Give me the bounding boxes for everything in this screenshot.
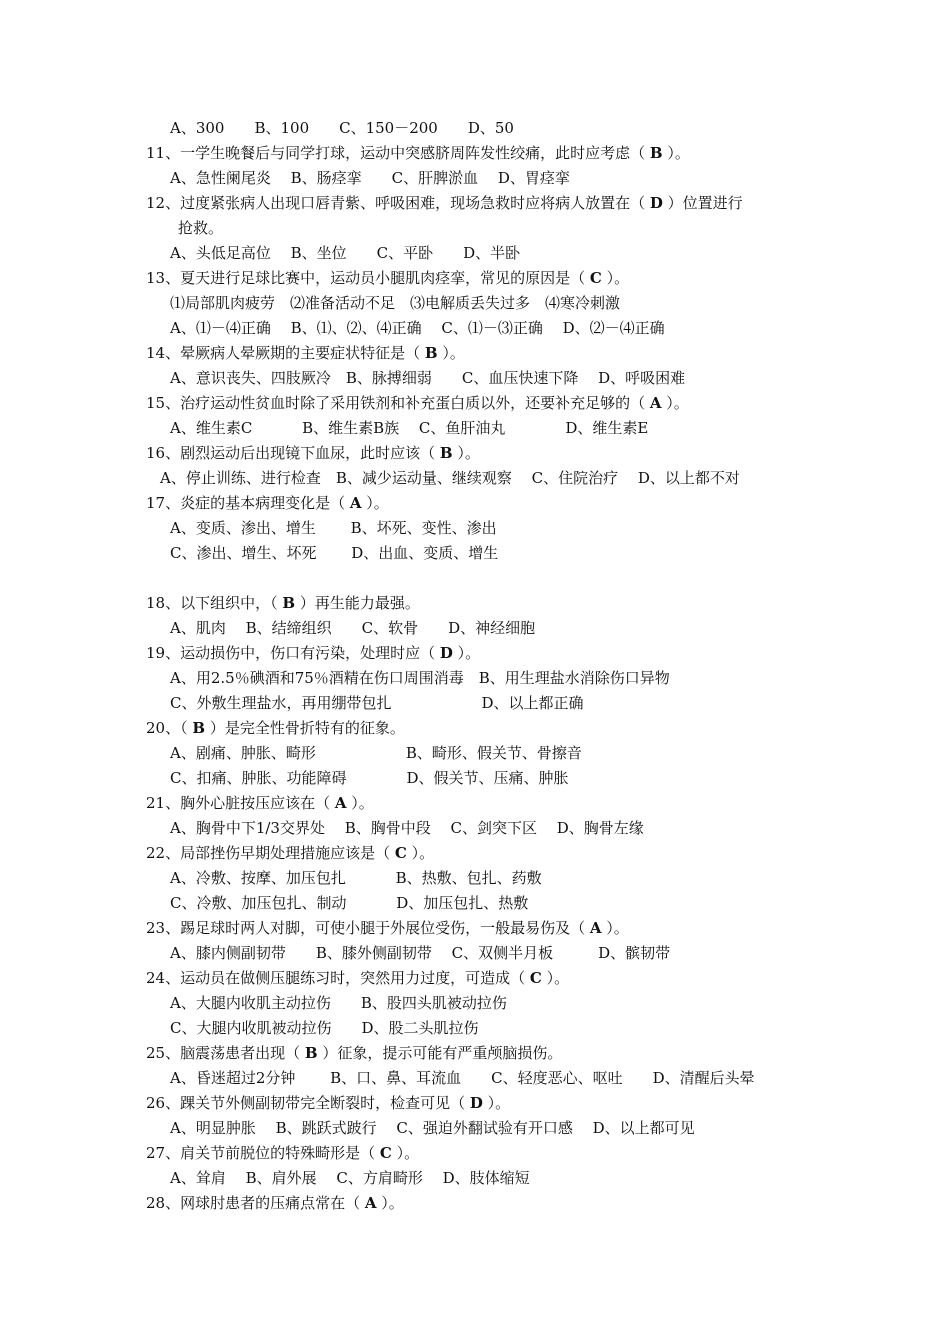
options-line: A、⑴－⑷正确 B、⑴、⑵、⑷正确 C、⑴－⑶正确 D、⑵－⑷正确 <box>170 319 665 337</box>
options-line: A、用2.5％碘酒和75％酒精在伤口周围消毒 B、用生理盐水消除伤口异物 <box>170 669 670 687</box>
question-line: 24、运动员在做侧压腿练习时，突然用力过度，可造成（ C ）。 <box>146 969 570 987</box>
question-line: 25、脑震荡患者出现（ B ）征象，提示可能有严重颅脑损伤。 <box>146 1044 563 1062</box>
question-line: 11、一学生晚餐后与同学打球，运动中突感脐周阵发性绞痛，此时应考虑（ B ）。 <box>146 144 690 162</box>
options-line: C、扣痛、肿胀、功能障碍 D、假关节、压痛、肿胀 <box>170 769 569 787</box>
answer-mark: B <box>282 594 296 612</box>
options-line: A、意识丧失、四肢厥冷 B、脉搏细弱 C、血压快速下降 D、呼吸困难 <box>170 369 686 387</box>
options-line: C、大腿内收肌被动拉伤 D、股二头肌拉伤 <box>170 1019 479 1037</box>
options-line: A、大腿内收肌主动拉伤 B、股四头肌被动拉伤 <box>170 994 507 1012</box>
options-line: A、膝内侧副韧带 B、膝外侧副韧带 C、双侧半月板 D、髌韧带 <box>170 944 671 962</box>
options-line: ⑴局部肌肉疲劳 ⑵准备活动不足 ⑶电解质丢失过多 ⑷寒冷刺激 <box>170 294 621 312</box>
answer-mark: A <box>589 919 602 937</box>
answer-mark: B <box>649 144 663 162</box>
answer-mark: B <box>424 344 438 362</box>
answer-mark: C <box>379 1144 392 1162</box>
answer-mark: B <box>304 1044 318 1062</box>
options-line: A、冷敷、按摩、加压包扎 B、热敷、包扎、药敷 <box>170 869 542 887</box>
options-line: A、维生素C B、维生素B族 C、鱼肝油丸 D、维生素E <box>170 419 649 437</box>
options-line: C、外敷生理盐水，再用绷带包扎 D、以上都正确 <box>170 694 584 712</box>
options-line: A、肌肉 B、结缔组织 C、软骨 D、神经细胞 <box>170 619 536 637</box>
options-line: A、剧痛、肿胀、畸形 B、畸形、假关节、骨擦音 <box>170 744 582 762</box>
answer-mark: A <box>649 394 662 412</box>
question-line: 16、剧烈运动后出现镜下血尿，此时应该（ B ）。 <box>146 444 480 462</box>
question-line: 27、肩关节前脱位的特殊畸形是（ C ）。 <box>146 1144 420 1162</box>
answer-mark: D <box>649 194 663 212</box>
options-line: A、明显肿胀 B、跳跃式跛行 C、强迫外翻试验有开口感 D、以上都可见 <box>170 1119 695 1137</box>
question-line: 17、炎症的基本病理变化是（ A ）。 <box>146 494 389 512</box>
options-line: C、渗出、增生、坏死 D、出血、变质、增生 <box>170 544 499 562</box>
answer-mark: B <box>192 719 206 737</box>
options-line: A、头低足高位 B、坐位 C、平卧 D、半卧 <box>170 244 521 262</box>
options-line: A、耸肩 B、肩外展 C、方肩畸形 D、肢体缩短 <box>170 1169 530 1187</box>
question-line: 22、局部挫伤早期处理措施应该是（ C ）。 <box>146 844 435 862</box>
question-line: 23、踢足球时两人对脚，可使小腿于外展位受伤，一般最易伤及（ A ）。 <box>146 919 629 937</box>
answer-mark: D <box>439 644 453 662</box>
answer-mark: C <box>529 969 542 987</box>
answer-mark: B <box>439 444 453 462</box>
question-line: 15、治疗运动性贫血时除了采用铁剂和补充蛋白质以外，还要补充足够的（ A ）。 <box>146 394 689 412</box>
options-line: A、急性阑尾炎 B、肠痉挛 C、肝脾淤血 D、胃痉挛 <box>170 169 570 187</box>
answer-mark: C <box>589 269 602 287</box>
question-line: 21、胸外心脏按压应该在（ A ）。 <box>146 794 374 812</box>
options-line: A、胸骨中下1/3交界处 B、胸骨中段 C、剑突下区 D、胸骨左缘 <box>170 819 644 837</box>
question-continuation: 抢救。 <box>178 219 224 237</box>
options-line: A、变质、渗出、增生 B、坏死、变性、渗出 <box>170 519 497 537</box>
question-line: 20、（ B ）是完全性骨折特有的征象。 <box>146 719 405 737</box>
answer-mark: C <box>394 844 407 862</box>
options-line: A、300 B、100 C、150－200 D、50 <box>170 119 514 137</box>
options-line: A、昏迷超过2分钟 B、口、鼻、耳流血 C、轻度恶心、呕吐 D、清醒后头晕 <box>170 1069 755 1087</box>
question-line: 12、过度紧张病人出现口唇青紫、呼吸困难，现场急救时应将病人放置在（ D ）位置进行 <box>146 194 743 212</box>
question-line: 26、踝关节外侧副韧带完全断裂时，检查可见（ D ）。 <box>146 1094 511 1112</box>
question-line: 14、晕厥病人晕厥期的主要症状特征是（ B ）。 <box>146 344 465 362</box>
answer-mark: D <box>469 1094 483 1112</box>
question-line: 18、以下组织中，（ B ）再生能力最强。 <box>146 594 420 612</box>
question-line: 19、运动损伤中，伤口有污染，处理时应（ D ）。 <box>146 644 481 662</box>
question-line: 28、网球肘患者的压痛点常在（ A ）。 <box>146 1194 404 1212</box>
answer-mark: A <box>349 494 362 512</box>
options-line: C、冷敷、加压包扎、制动 D、加压包扎、热敷 <box>170 894 529 912</box>
options-line: A、停止训练、进行检查 B、减少运动量、继续观察 C、住院治疗 D、以上都不对 <box>160 469 740 487</box>
question-line: 13、夏天进行足球比赛中，运动员小腿肌肉痉挛，常见的原因是（ C ）。 <box>146 269 630 287</box>
answer-mark: A <box>334 794 347 812</box>
answer-mark: A <box>364 1194 377 1212</box>
